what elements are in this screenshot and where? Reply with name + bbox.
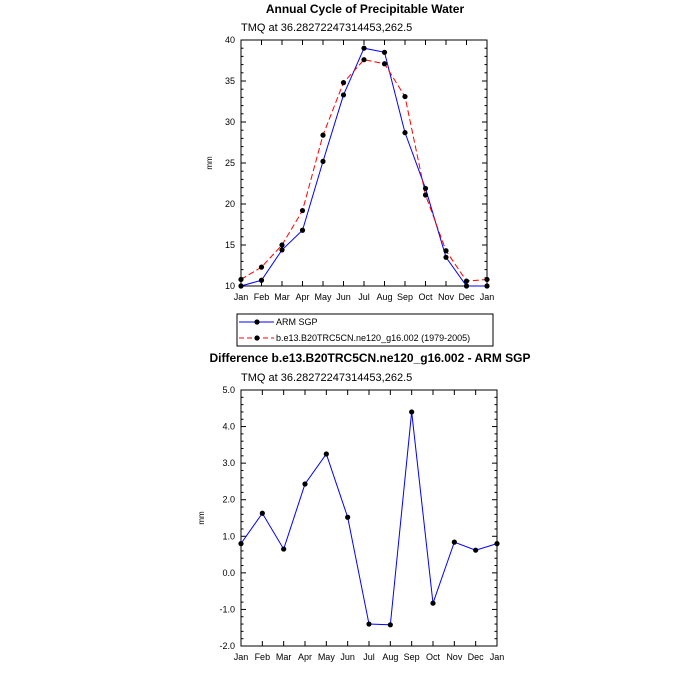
top-x-tick-label: Jan (479, 292, 495, 302)
bottom-x-tick-label: Jan (489, 652, 505, 662)
top-x-tick-label: Aug (376, 292, 393, 302)
top-series-point-1 (238, 277, 243, 282)
top-series-point-0 (443, 255, 448, 260)
top-series-point-0 (361, 46, 366, 51)
top-x-tick-label: Jun (336, 292, 351, 302)
bottom-chart-subtitle: TMQ at 36.28272247314453,262.5 (241, 372, 413, 384)
top-x-tick-label: Apr (295, 292, 310, 302)
top-x-tick-label: Jul (358, 292, 370, 302)
bottom-series-point-0 (302, 481, 307, 486)
top-chart-ylabel: mm (205, 156, 214, 170)
bottom-x-tick-label: Oct (425, 652, 441, 662)
top-y-tick-label: 15 (224, 240, 235, 250)
top-x-tick-label: Mar (274, 292, 290, 302)
top-series-point-1 (300, 208, 305, 213)
top-y-tick-label: 20 (224, 199, 235, 209)
bottom-x-tick-label: Jun (340, 652, 355, 662)
top-chart-legend (237, 314, 493, 346)
bottom-x-tick-label: Apr (297, 652, 313, 662)
legend-marker-arm (254, 319, 259, 324)
top-x-tick-label: Oct (418, 292, 433, 302)
legend-label-arm: ARM SGP (276, 317, 318, 327)
top-series-point-0 (259, 278, 264, 283)
top-series-line-1 (241, 60, 487, 281)
bottom-series-point-0 (473, 548, 478, 553)
bottom-y-tick-label: 1.0 (222, 531, 235, 542)
bottom-series-point-0 (260, 511, 265, 516)
top-series-point-1 (464, 278, 469, 283)
bottom-y-tick-label: 2.0 (222, 494, 235, 505)
bottom-series-point-0 (345, 515, 350, 520)
top-series-point-1 (423, 192, 428, 197)
bottom-series-point-0 (409, 409, 414, 414)
bottom-series-point-0 (324, 451, 329, 456)
top-series-point-0 (320, 159, 325, 164)
top-series-point-0 (423, 186, 428, 191)
top-series-point-0 (484, 283, 489, 288)
bottom-series-point-0 (452, 540, 457, 545)
bottom-series-point-0 (366, 621, 371, 626)
top-series-point-0 (402, 130, 407, 135)
top-chart-plot-area (225, 35, 494, 302)
bottom-y-tick-label: 3.0 (222, 458, 235, 469)
bottom-x-tick-label: Aug (382, 652, 399, 662)
top-x-tick-label: Jan (233, 292, 249, 302)
top-series-line-0 (241, 48, 487, 286)
bottom-series-point-0 (388, 622, 393, 627)
top-x-tick-label: Dec (458, 292, 475, 302)
top-y-tick-label: 10 (224, 281, 235, 291)
bottom-x-tick-label: Jul (363, 652, 375, 662)
top-x-tick-label: Sep (396, 292, 414, 302)
top-x-tick-label: May (314, 292, 332, 302)
bottom-x-tick-label: Jan (233, 652, 249, 662)
top-series-point-0 (300, 228, 305, 233)
legend-marker-model (254, 335, 259, 340)
bottom-series-point-0 (494, 541, 499, 546)
bottom-series-line-0 (241, 412, 497, 625)
top-x-tick-label: Nov (437, 292, 455, 302)
legend-label-model: b.e13.B20TRC5CN.ne120_g16.002 (1979-2005) (276, 333, 471, 343)
top-series-point-1 (443, 248, 448, 253)
bottom-y-tick-label: 0.0 (222, 567, 235, 578)
top-series-point-0 (238, 283, 243, 288)
top-series-point-1 (320, 133, 325, 138)
top-series-point-0 (382, 50, 387, 55)
top-series-point-1 (402, 94, 407, 99)
bottom-x-tick-label: Feb (254, 652, 271, 662)
bottom-series-point-0 (430, 601, 435, 606)
bottom-y-tick-label: 5.0 (222, 385, 235, 395)
bottom-series-point-0 (281, 546, 286, 551)
bottom-y-tick-label: 4.0 (222, 421, 235, 432)
top-series-point-0 (279, 247, 284, 252)
top-y-tick-label: 30 (224, 117, 235, 127)
bottom-x-tick-label: May (317, 652, 335, 662)
top-series-point-0 (464, 283, 469, 288)
top-chart-title: Annual Cycle of Precipitable Water (265, 2, 465, 16)
top-series-point-1 (341, 80, 346, 85)
bottom-x-tick-label: Sep (403, 652, 420, 662)
top-y-tick-label: 25 (224, 158, 235, 168)
top-series-point-1 (382, 61, 387, 66)
bottom-series-point-0 (238, 541, 243, 546)
bottom-y-tick-label: -1.0 (219, 604, 235, 615)
top-series-point-1 (484, 277, 489, 282)
top-series-point-1 (259, 265, 264, 270)
bottom-x-tick-label: Mar (275, 652, 292, 662)
top-chart-subtitle: TMQ at 36.28272247314453,262.5 (241, 22, 413, 34)
top-y-tick-label: 35 (224, 76, 235, 86)
top-x-tick-label: Feb (253, 292, 270, 302)
bottom-y-tick-label: -2.0 (219, 641, 235, 651)
bottom-plot-frame (241, 390, 497, 646)
bottom-chart-ylabel: mm (197, 511, 206, 525)
bottom-x-tick-label: Dec (467, 652, 484, 662)
bottom-x-tick-label: Nov (446, 652, 463, 662)
bottom-chart-title: Difference b.e13.B20TRC5CN.ne120_g16.002 - ARM SGP (209, 351, 531, 365)
bottom-chart-plot-area (219, 385, 504, 662)
top-y-tick-label: 40 (224, 35, 235, 45)
top-series-point-1 (279, 242, 284, 247)
top-series-point-0 (341, 92, 346, 97)
top-series-point-1 (361, 57, 366, 62)
